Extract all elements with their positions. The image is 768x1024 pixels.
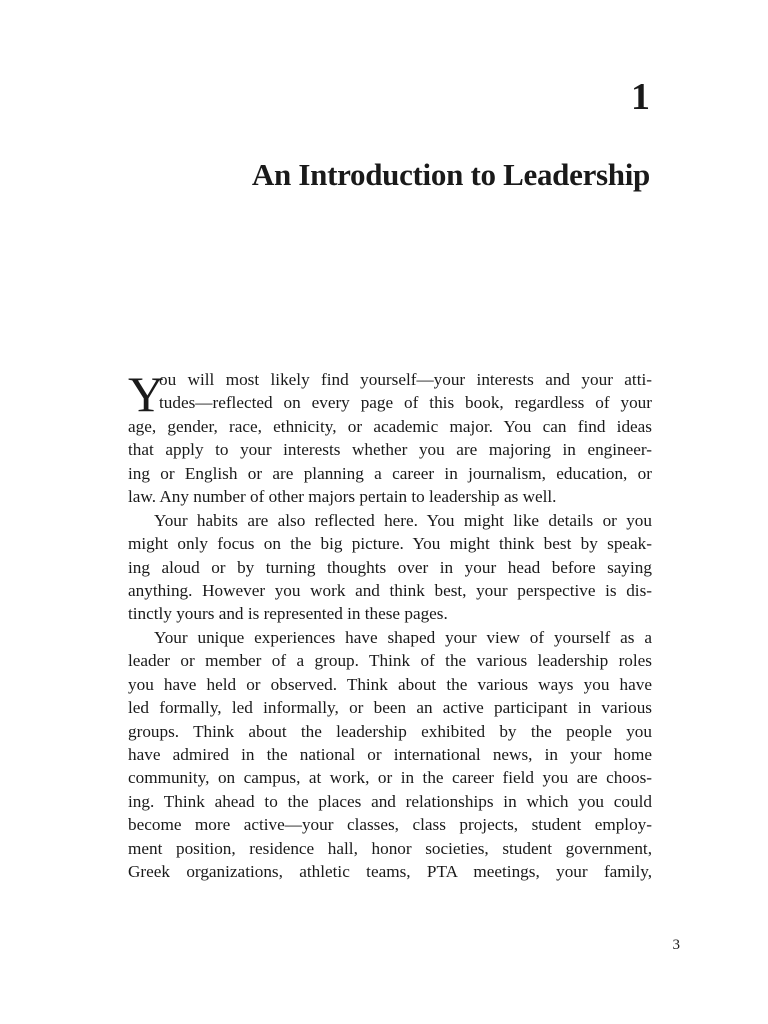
text-line: might only focus on the big picture. You might think best by speak- bbox=[128, 534, 652, 554]
text-line: age, gender, race, ethnicity, or academic major. You can find ideas bbox=[128, 416, 652, 436]
text-line: tudes—reflected on every page of this book, regardless of your bbox=[159, 393, 652, 413]
chapter-title: An Introduction to Leadership bbox=[251, 157, 650, 192]
text-line: tinctly yours and is represented in these pages. bbox=[128, 604, 448, 624]
text-line: become more active—your classes, class projects, student employ- bbox=[128, 815, 652, 835]
page-number: 3 bbox=[672, 937, 680, 953]
text-line: leader or member of a group. Think of the various leadership roles bbox=[128, 651, 652, 671]
text-line: Your unique experiences have shaped your view of yourself as a bbox=[154, 627, 652, 647]
text-line: law. Any number of other majors pertain to leadership as well. bbox=[128, 487, 557, 507]
text-line: ing. Think ahead to the places and relationships in which you could bbox=[128, 791, 652, 811]
text-line: you have held or observed. Think about the various ways you have bbox=[128, 674, 652, 694]
text-line: anything. However you work and think best, your perspective is dis- bbox=[128, 580, 652, 600]
text-line: have admired in the national or international news, in your home bbox=[128, 745, 652, 764]
text-line: ing aloud or by turning thoughts over in your head before saying bbox=[128, 557, 652, 577]
body-text bbox=[128, 368, 652, 884]
text-line: groups. Think about the leadership exhibited by the people you bbox=[128, 721, 652, 741]
text-line: ing or English or are planning a career in journalism, education, or bbox=[128, 463, 652, 483]
text-line: community, on campus, at work, or in the career field you are choos- bbox=[128, 768, 652, 788]
text-line: that apply to your interests whether you are majoring in engineer- bbox=[128, 440, 652, 460]
text-line: Your habits are also reflected here. You might like details or you bbox=[154, 510, 652, 530]
text-lines bbox=[128, 368, 652, 884]
chapter-number: 1 bbox=[631, 76, 650, 118]
drop-cap: Y bbox=[128, 366, 165, 422]
text-line: ou will most likely find yourself—your interests and your atti- bbox=[159, 370, 652, 389]
text-line: led formally, led informally, or been an active participant in various bbox=[128, 698, 652, 718]
text-line: Greek organizations, athletic teams, PTA meetings, your family, bbox=[128, 862, 652, 882]
text-line: ment position, residence hall, honor societies, student government, bbox=[128, 838, 652, 858]
